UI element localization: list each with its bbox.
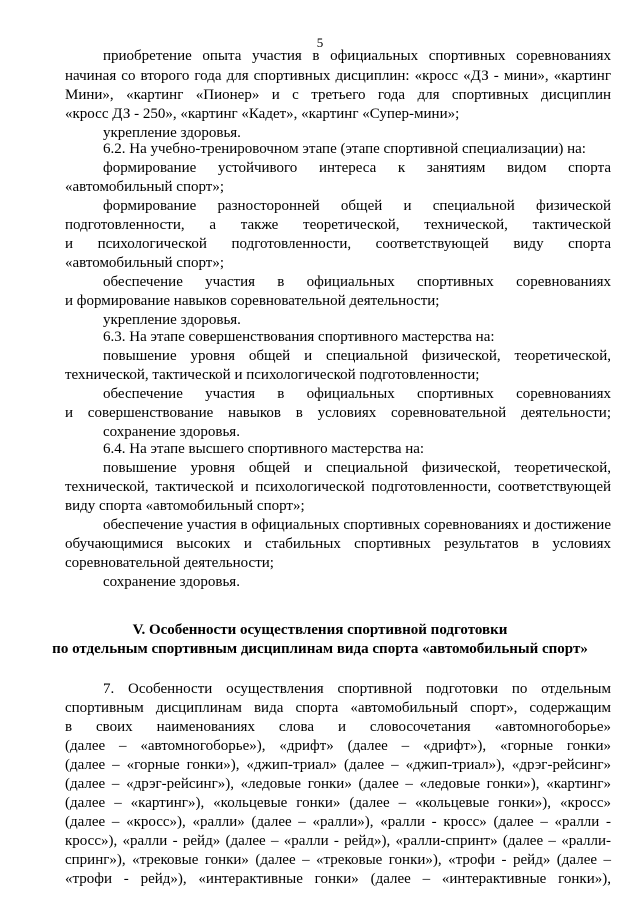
text-line: укрепление здоровья. (103, 125, 241, 141)
page-number: 5 (316, 35, 324, 50)
text-line: (далее – «дрэг-рейсинг»), «ледовые гонки» (далее – «ледовые гонки»), «картинг» (65, 776, 611, 792)
text-line: повышение уровня общей и специальной физической, теоретической, (103, 348, 611, 364)
text-line: начиная со второго года для спортивных дисциплин: «кросс «ДЗ - мини», «картинг (65, 68, 611, 84)
text-line: виду спорта «автомобильный спорт»; (65, 498, 305, 514)
text-line: обеспечение участия в официальных спортивных соревнованиях и достижение (103, 517, 611, 533)
text-line: укрепление здоровья. (103, 312, 241, 328)
section-line: 6.3. На этапе совершенствования спортивного мастерства на: (103, 329, 495, 345)
text-line: спортивным дисциплинам вида спорта «автомобильный спорт», содержащим (65, 700, 611, 716)
text-line: формирование разносторонней общей и специальной физической (103, 198, 611, 214)
section-line: 6.2. На учебно-тренировочном этапе (этапе спортивной специализации) на: (103, 141, 586, 157)
text-line: «автомобильный спорт»; (65, 255, 225, 271)
text-line: технической, тактической и психологической подготовленности, соответствующей (65, 479, 611, 495)
text-line: спринг»), «трековые гонки» (далее – «трековые гонки»), «трофи - рейд» (далее – (65, 852, 611, 868)
text-line: в своих наименованиях слова и словосочетания «автомногоборье» (65, 719, 611, 735)
text-line: и психологической подготовленности, соответствующей виду спорта (65, 236, 611, 252)
text-line: подготовленности, а также теоретической, технической, тактической (65, 217, 611, 233)
text-line: повышение уровня общей и специальной физической, теоретической, (103, 460, 611, 476)
text-line: формирование устойчивого интереса к занятиям видом спорта (103, 160, 611, 176)
text-line: 7. Особенности осуществления спортивной подготовки по отдельным (103, 681, 611, 697)
text-line: технической, тактической и психологической подготовленности; (65, 367, 480, 383)
text-line: Мини», «картинг «Пионер» и с третьего года для спортивных дисциплин (65, 87, 611, 103)
text-line: приобретение опыта участия в официальных спортивных соревнованиях (103, 48, 611, 64)
text-line: и совершенствование навыков в условиях соревновательной деятельности; (65, 405, 611, 421)
text-line: обеспечение участия в официальных спортивных соревнованиях (103, 386, 611, 402)
text-line: (далее – «автомногоборье»), «дрифт» (далее – «дрифт»), «горные гонки» (65, 738, 611, 754)
text-line: сохранение здоровья. (103, 424, 240, 440)
text-line: «автомобильный спорт»; (65, 179, 225, 195)
text-line: обучающимися высоких и стабильных спортивных результатов в условиях (65, 536, 611, 552)
text-line: (далее – «картинг»), «кольцевые гонки» (далее – «кольцевые гонки»), «кросс» (65, 795, 611, 811)
text-line: «кросс ДЗ - 250», «картинг «Кадет», «картинг «Супер-мини»; (65, 106, 460, 122)
section-heading: по отдельным спортивным дисциплинам вида спорта «автомобильный спорт» (52, 641, 588, 657)
text-line: обеспечение участия в официальных спортивных соревнованиях (103, 274, 611, 290)
text-line: (далее – «горные гонки»), «джип-триал» (далее – «джип-триал»), «дрэг-рейсинг» (65, 757, 611, 773)
text-line: и формирование навыков соревновательной деятельности; (65, 293, 440, 309)
section-line: 6.4. На этапе высшего спортивного мастерства на: (103, 441, 425, 457)
text-line: сохранение здоровья. (103, 574, 240, 590)
text-line: «трофи - рейд»), «интерактивные гонки» (далее – «интерактивные гонки»), (65, 871, 611, 887)
text-line: соревновательной деятельности; (65, 555, 274, 571)
section-heading: V. Особенности осуществления спортивной подготовки (132, 622, 508, 638)
text-line: кросс»), «ралли - рейд» (далее – «ралли - рейд»), «ралли-спринт» (далее – «ралли- (65, 833, 611, 849)
text-line: (далее – «кросс»), «ралли» (далее – «ралли»), «ралли - кросс» (далее – «ралли - (65, 814, 611, 830)
